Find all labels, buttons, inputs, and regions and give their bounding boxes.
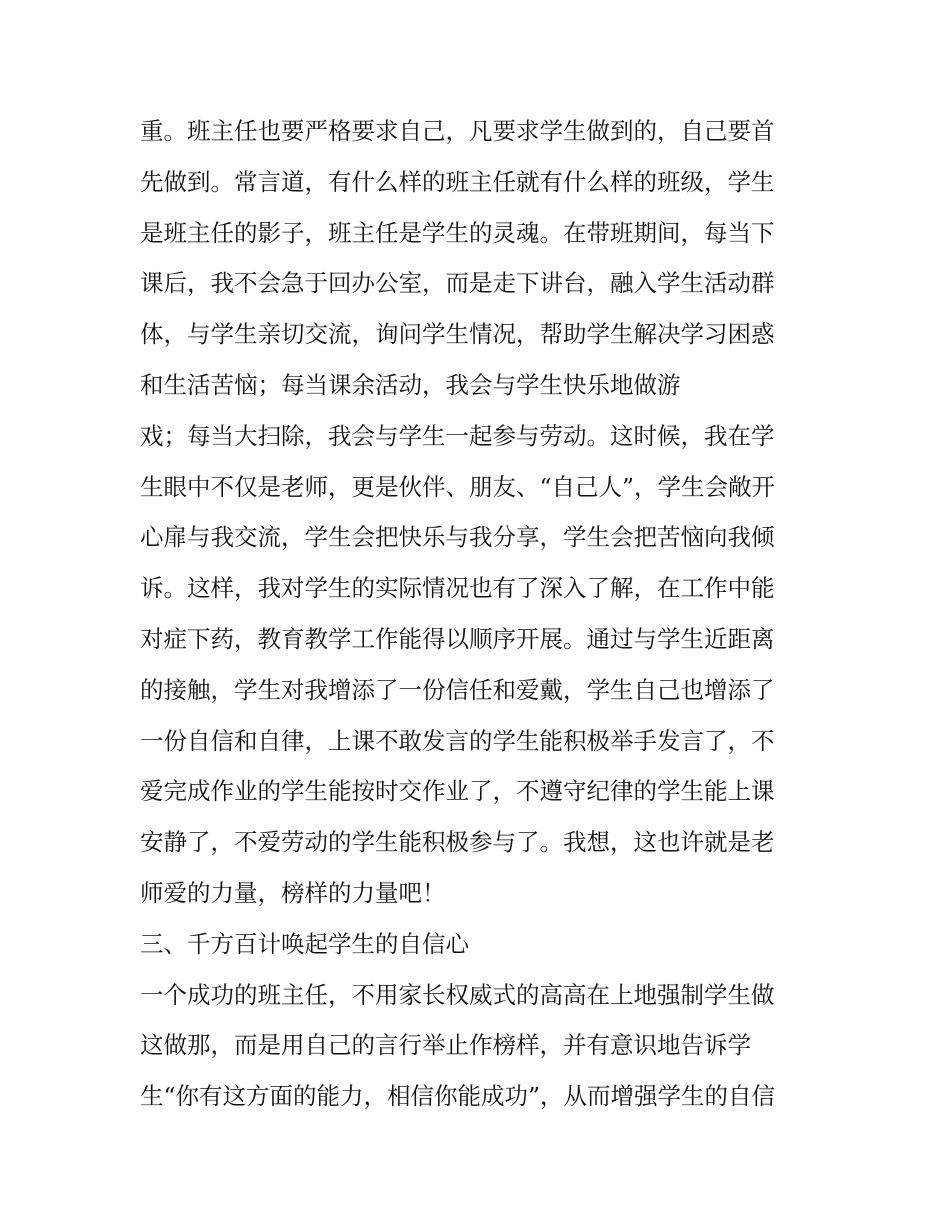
text-line: 体，与学生亲切交流，询问学生情况，帮助学生解决学习困惑 [140, 320, 775, 349]
text-line: 诉。这样，我对学生的实际情况也有了深入了解，在工作中能 [140, 574, 775, 603]
text-line: 这做那，而是用自己的言行举止作榜样，并有意识地告诉学 [140, 1031, 751, 1060]
text-line: 生眼中不仅是老师，更是伙伴、朋友、“自己人”，学生会敞开 [140, 472, 776, 501]
text-line: 课后，我不会急于回办公室，而是走下讲台，融入学生活动群 [140, 269, 775, 298]
text-line: 先做到。常言道，有什么样的班主任就有什么样的班级，学生 [140, 167, 775, 196]
text-line: 一个成功的班主任，不用家长权威式的高高在上地强制学生做 [140, 980, 775, 1009]
text-line: 是班主任的影子，班主任是学生的灵魂。在带班期间，每当下 [140, 218, 775, 247]
text-line: 的接触，学生对我增添了一份信任和爱戴，学生自己也增添了 [140, 675, 775, 704]
text-line: 一份自信和自律，上课不敢发言的学生能积极举手发言了，不 [140, 726, 775, 755]
text-line: 生“你有这方面的能力，相信你能成功”，从而增强学生的自信 [140, 1082, 776, 1111]
text-line: 安静了，不爱劳动的学生能积极参与了。我想，这也许就是老 [140, 828, 775, 857]
text-line: 对症下药，教育教学工作能得以顺序开展。通过与学生近距离 [140, 624, 775, 653]
section-heading: 三、千方百计唤起学生的自信心 [140, 929, 469, 958]
text-line: 心扉与我交流，学生会把快乐与我分享，学生会把苦恼向我倾 [140, 523, 775, 552]
text-line: 戏；每当大扫除，我会与学生一起参与劳动。这时候，我在学 [140, 421, 775, 450]
text-line: 重。班主任也要严格要求自己，凡要求学生做到的，自己要首 [140, 117, 775, 145]
text-line: 师爱的力量，榜样的力量吧！ [140, 878, 446, 907]
document-body [140, 106, 830, 1122]
text-line: 和生活苦恼；每当课余活动，我会与学生快乐地做游 [140, 370, 681, 399]
text-line: 爱完成作业的学生能按时交作业了，不遵守纪律的学生能上课 [140, 777, 775, 806]
